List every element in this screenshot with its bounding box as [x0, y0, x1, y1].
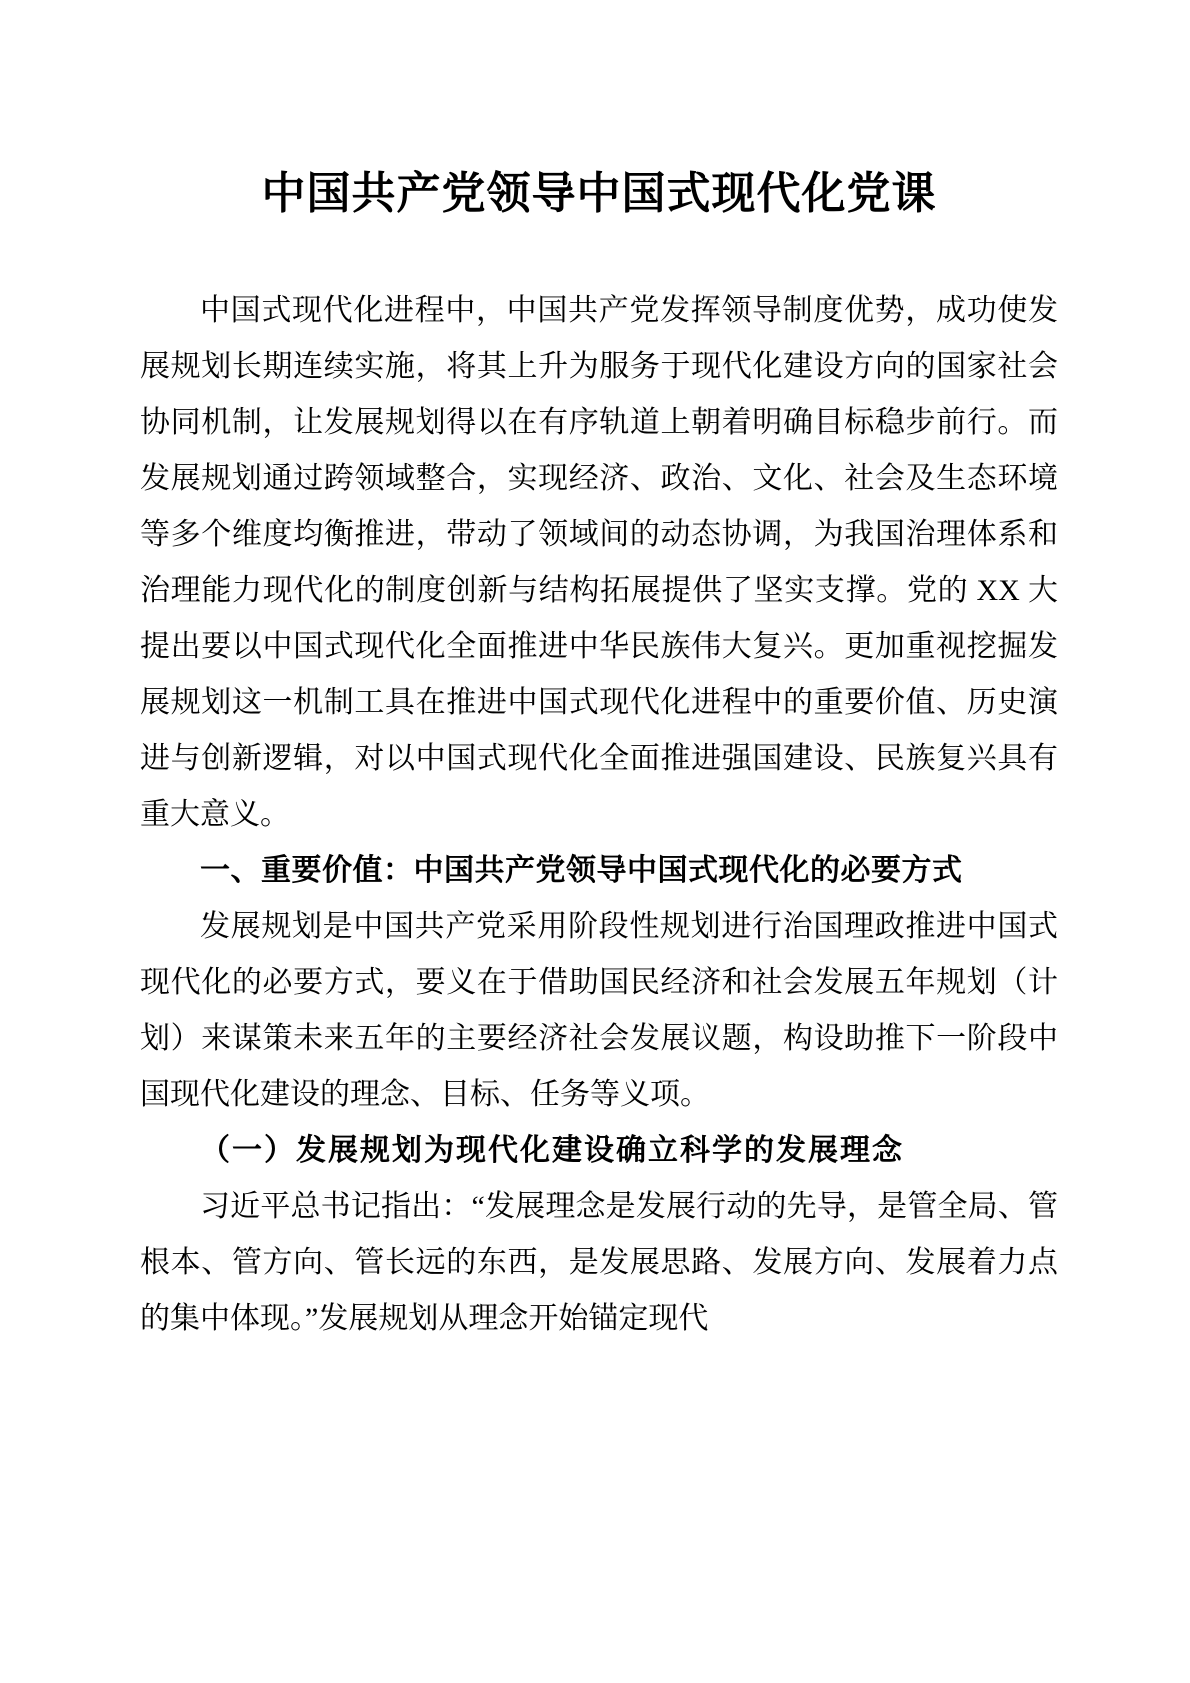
document-title: 中国共产党领导中国式现代化党课: [261, 169, 937, 218]
paragraph-section-1: 发展规划是中国共产党采用阶段性规划进行治国理政推进中国式现代化的必要方式，要义在于借助国民经济和社会发展五年规划（计划）来谋策未来五年的主要经济社会发展议题，构设助推下一阶段中国现代化建设的理念、目标、任务等义项。: [140, 910, 1058, 1111]
subsection-heading-1-1: （一）发展规划为现代化建设确立科学的发展理念: [200, 1134, 904, 1167]
paragraph-subsection-1-1: 习近平总书记指出：“发展理念是发展行动的先导，是管全局、管根本、管方向、管长远的东西，是发展思路、发展方向、发展着力点的集中体现。”发展规划从理念开始锚定现代: [140, 1190, 1058, 1335]
section-heading-1: 一、重要价值：中国共产党领导中国式现代化的必要方式: [200, 854, 963, 887]
paragraph-intro: 中国式现代化进程中，中国共产党发挥领导制度优势，成功使发展规划长期连续实施，将其上升为服务于现代化建设方向的国家社会协同机制，让发展规划得以在有序轨道上朝着明确目标稳步前行。而发展规划通过跨领域整合，实现经济、政治、文化、社会及生态环境等多个维度均衡推进，带动了领域间的动态协调，为我国治理体系和治理能力现代化的制度创新与结构拓展提供了坚实支撑。党的 XX 大提出要以中国式现代化全面推进中华民族伟大复兴。更加重视挖掘发展规划这一机制工具在推进中国式现代化进程中的重要价值、历史演进与创新逻辑，对以中国式现代化全面推进强国建设、民族复兴具有重大意义。: [140, 294, 1058, 831]
document-body: [140, 283, 1058, 1347]
